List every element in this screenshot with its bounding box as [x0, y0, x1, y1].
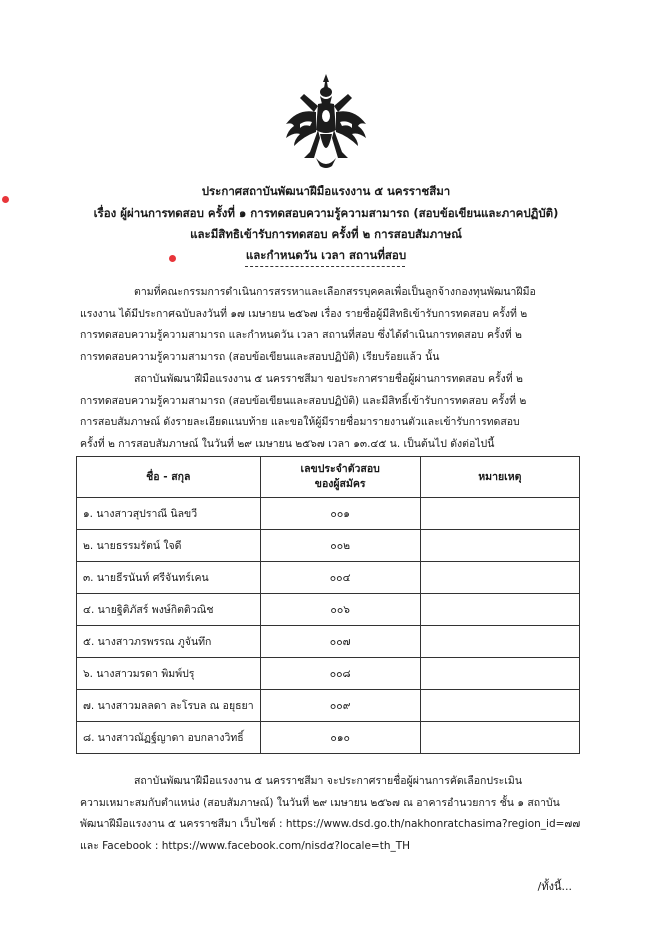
text-line: ครั้งที่ ๒ การสอบสัมภาษณ์ ในวันที่ ๒๙ เมษายน ๒๕๖๗ เวลา ๑๓.๔๕ น. เป็นต้นไป ดังต่อไปนี้	[80, 437, 495, 450]
table-row	[77, 690, 580, 722]
remark-cell	[420, 594, 579, 626]
exam-id: ๐๐๔	[260, 562, 420, 594]
candidate-name: ๕. นางสาวภรพรรณ ภูจันทึก	[77, 626, 261, 658]
exam-id: ๐๐๖	[260, 594, 420, 626]
remark-cell	[420, 562, 579, 594]
announcement-title: ประกาศสถาบันพัฒนาฝีมือแรงงาน ๕ นครราชสีมา	[201, 184, 451, 198]
candidate-name: ๑. นางสาวสุปราณี นิลขวี	[77, 498, 261, 530]
text-line: สถาบันพัฒนาฝีมือแรงงาน ๕ นครราชสีมา ขอประกาศรายชื่อผู้ผ่านการทดสอบ ครั้งที่ ๒	[134, 373, 523, 385]
exam-id: ๐๐๗	[260, 626, 420, 658]
table-row	[77, 722, 580, 754]
announcement-paragraph	[80, 369, 580, 455]
closing-paragraph	[80, 771, 580, 857]
column-header-name: ชื่อ - สกุล	[77, 457, 261, 498]
candidate-name: ๘. นางสาวณัฏฐ์ญาดา อบกลางวิทธิ์	[77, 722, 261, 754]
remark-cell	[420, 658, 579, 690]
table-row	[77, 594, 580, 626]
candidate-name: ๔. นายฐิติภัสร์ พงษ์กิตติวณิช	[77, 594, 261, 626]
exam-id: ๐๑๐	[260, 722, 420, 754]
column-header-remark: หมายเหตุ	[420, 457, 579, 498]
table-row	[77, 498, 580, 530]
remark-cell	[420, 530, 579, 562]
exam-id: ๐๐๘	[260, 658, 420, 690]
title-divider	[245, 266, 405, 267]
text-line: การสอบสัมภาษณ์ ดังรายละเอียดแนบท้าย และขอให้ผู้มีรายชื่อมารายงานตัวและเข้ารับการทดสอบ	[80, 416, 520, 428]
announcement-subject-line3: และกำหนดวัน เวลา สถานที่สอบ	[245, 248, 407, 262]
table-row	[77, 562, 580, 594]
garuda-emblem-icon	[280, 72, 372, 172]
text-line: การทดสอบความรู้ความสามารถ (สอบข้อเขียนและสอบปฏิบัติ) และมีสิทธิ์เข้ารับการทดสอบ ครั้งที่ ๒	[80, 394, 527, 407]
table-row	[77, 626, 580, 658]
announcement-subject: เรื่อง ผู้ผ่านการทดสอบ ครั้งที่ ๑ การทดสอบความรู้ความสามารถ (สอบข้อเขียนและภาคปฏิบัติ)	[93, 206, 559, 220]
text-line: การทดสอบความรู้ความสามารถ (สอบข้อเขียนและสอบปฏิบัติ) เรียบร้อยแล้ว นั้น	[80, 350, 440, 363]
column-header-exam-id-line1: เลขประจำตัวสอบ	[300, 463, 380, 475]
candidate-name: ๖. นางสาวมรดา พิมพ์ปรุ	[77, 658, 261, 690]
remark-cell	[420, 690, 579, 722]
announcement-subject-line2: และมีสิทธิเข้ารับการทดสอบ ครั้งที่ ๒ การสอบสัมภาษณ์	[190, 227, 462, 241]
exam-id: ๐๐๙	[260, 690, 420, 722]
column-header-exam-id-line2: ของผู้สมัคร	[314, 478, 366, 490]
candidate-name: ๒. นายธรรมรัตน์ ใจดี	[77, 530, 261, 562]
exam-id: ๐๐๑	[260, 498, 420, 530]
text-line: ความเหมาะสมกับตำแหน่ง (สอบสัมภาษณ์) ในวันที่ ๒๙ เมษายน ๒๕๖๗ ณ อาคารอำนวยการ ชั้น ๑ สถาบัน	[80, 796, 560, 809]
facebook-line[interactable]: และ Facebook : https://www.facebook.com/nisd๕?locale=th_TH	[80, 839, 411, 852]
intro-paragraph	[80, 282, 580, 368]
text-line: แรงงาน ได้มีประกาศฉบับลงวันที่ ๑๗ เมษายน ๒๕๖๗ เรื่อง รายชื่อผู้มีสิทธิเข้ารับการทดสอบ ครั้งที่ ๒	[80, 307, 528, 320]
table-row	[77, 658, 580, 690]
candidate-table	[76, 456, 580, 754]
table-header-row	[77, 457, 580, 498]
website-line[interactable]: พัฒนาฝีมือแรงงาน ๕ นครราชสีมา เว็บไซต์ : https://www.dsd.go.th/nakhonratchasima?region_id=๗๗	[80, 818, 580, 830]
continuation-marker: /ทั้งนี้...	[537, 880, 572, 893]
exam-id: ๐๐๒	[260, 530, 420, 562]
column-header-exam-id	[260, 457, 420, 498]
remark-cell	[420, 626, 579, 658]
remark-cell	[420, 498, 579, 530]
candidate-name: ๓. นายธีรนันท์ ศรีจันทร์เคน	[77, 562, 261, 594]
text-line: การทดสอบความรู้ความสามารถ และกำหนดวัน เวลา สถานที่สอบ ซึ่งได้ดำเนินการทดสอบ ครั้งที่ ๒	[80, 329, 522, 341]
candidate-name: ๗. นางสาวมลลดา ละโรบล ณ อยุธยา	[77, 690, 261, 722]
table-row	[77, 530, 580, 562]
text-line: สถาบันพัฒนาฝีมือแรงงาน ๕ นครราชสีมา จะประกาศรายชื่อผู้ผ่านการคัดเลือกประเมิน	[134, 775, 522, 787]
remark-cell	[420, 722, 579, 754]
text-line: ตามที่คณะกรรมการดำเนินการสรรหาและเลือกสรรบุคคลเพื่อเป็นลูกจ้างกองทุนพัฒนาฝีมือ	[134, 286, 536, 298]
